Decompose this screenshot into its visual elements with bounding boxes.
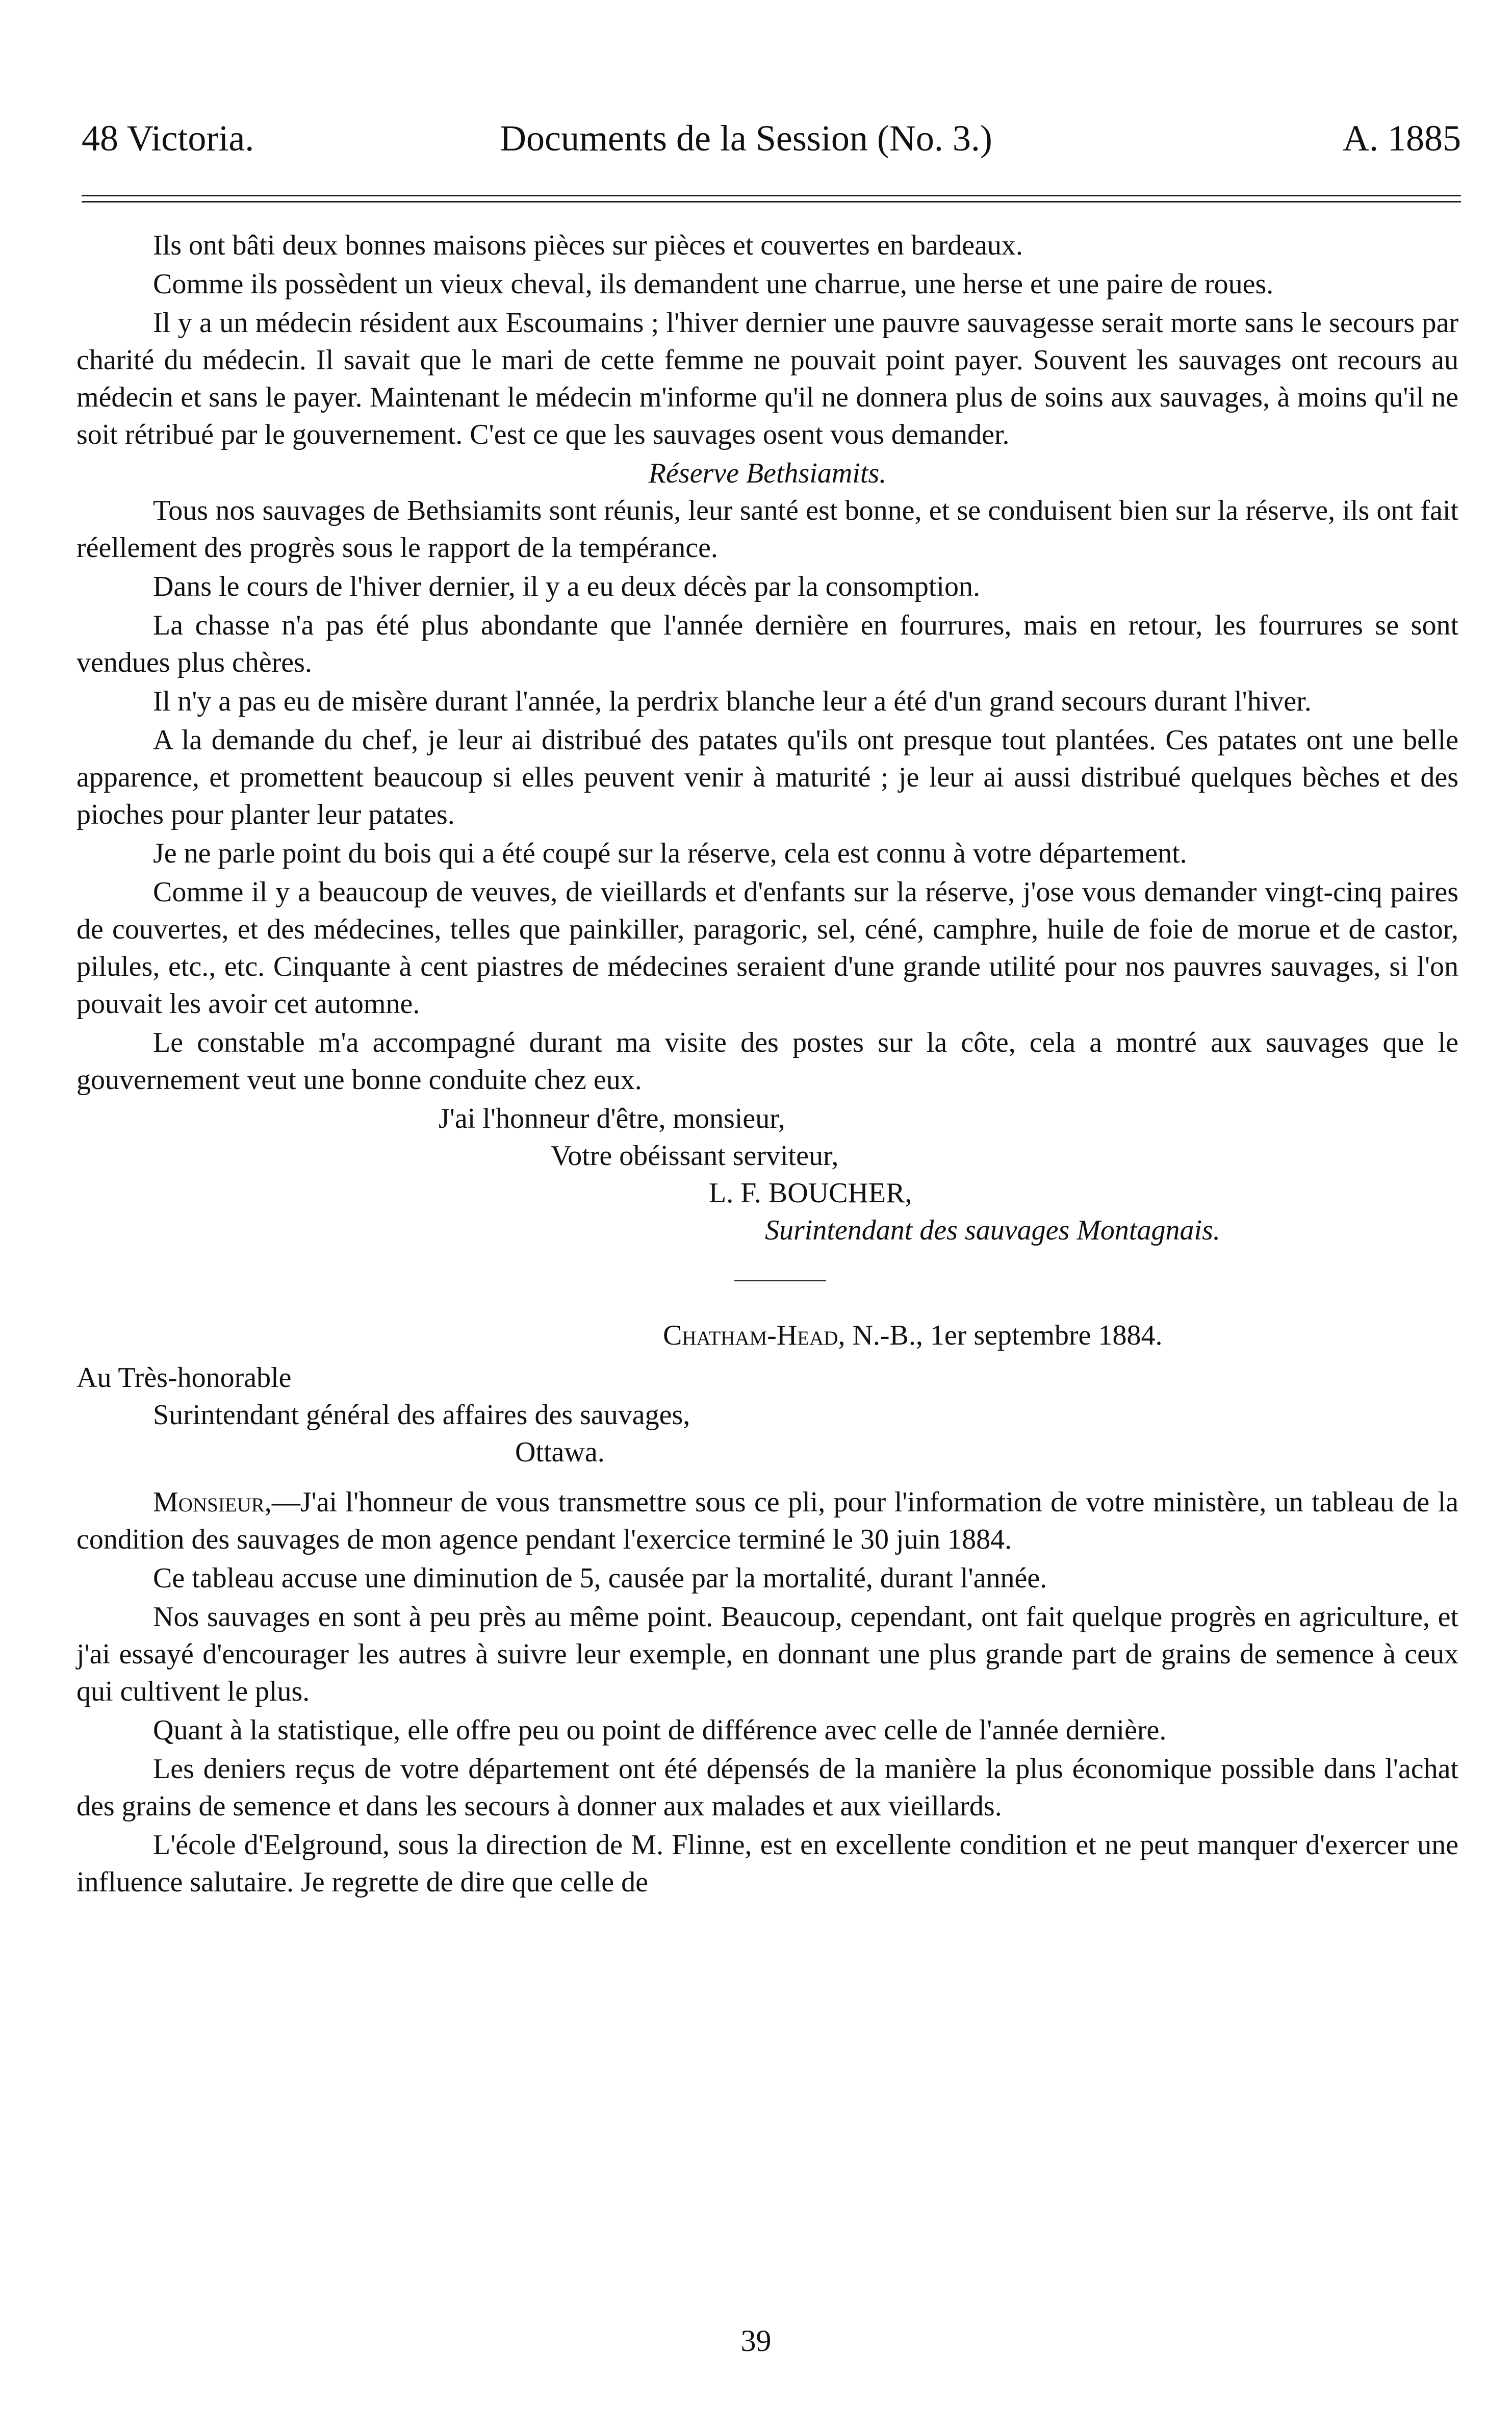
signature: L. F. BOUCHER, <box>709 1177 912 1209</box>
paragraph: Dans le cours de l'hiver dernier, il y a eu deux décès par la consomption. <box>153 571 980 602</box>
letter-separator <box>734 1280 826 1281</box>
document-body <box>76 227 1458 1903</box>
header-left: 48 Victoria. <box>82 118 254 159</box>
address-line: Au Très-honorable <box>76 1362 292 1394</box>
signature-title: Surintendant des sauvages Montagnais. <box>765 1215 1220 1246</box>
spacer <box>76 1471 1458 1484</box>
dateline-rest: , N.-B., 1er septembre 1884. <box>838 1320 1163 1351</box>
dateline <box>663 1317 1458 1354</box>
closing-line: J'ai l'honneur d'être, monsieur, <box>439 1103 785 1134</box>
paragraph: Tous nos sauvages de Bethsiamits sont réunis, leur santé est bonne, et se conduisent bien sur la réserve, ils ont fait réellement des progrès sous le rapport de la tempérance. <box>76 495 1458 564</box>
paragraph: Ce tableau accuse une diminution de 5, causée par la mortalité, durant l'année. <box>153 1562 1047 1594</box>
paragraph: Les deniers reçus de votre département ont été dépensés de la manière la plus économique possible dans l'achat des grains de semence et dans les secours à donner aux malades et aux vieillards. <box>76 1753 1458 1822</box>
closing-line: Votre obéissant serviteur, <box>551 1140 839 1172</box>
paragraph: Comme ils possèdent un vieux cheval, ils demandent une charrue, une herse et une paire de roues. <box>153 268 1274 300</box>
header-rule-top <box>82 195 1461 196</box>
dateline-place: Chatham-Head <box>663 1320 838 1351</box>
address-line: Ottawa. <box>515 1436 605 1468</box>
paragraph: Quant à la statistique, elle offre peu ou point de différence avec celle de l'année dernière. <box>153 1714 1167 1746</box>
header-center: Documents de la Session (No. 3.) <box>500 118 992 159</box>
page-number: 39 <box>740 2324 772 2358</box>
paragraph: A la demande du chef, je leur ai distribué des patates qu'ils ont presque tout plantées. Ces patates ont une belle apparence, et promettent beaucoup si elles peuvent venir à maturité ; je leur ai aussi distribué quelques bèches et des pioches pour planter leur patates. <box>76 724 1458 830</box>
paragraph: Je ne parle point du bois qui a été coupé sur la réserve, cela est connu à votre département. <box>153 838 1187 869</box>
page-header <box>82 117 1461 158</box>
header-right: A. 1885 <box>1343 118 1461 159</box>
paragraph-text: —J'ai l'honneur de vous transmettre sous ce pli, pour l'information de votre ministère, un tableau de la condition des sauvages de mon agence pendant l'exercice terminé le 30 juin 1884. <box>76 1486 1458 1555</box>
address-line: Surintendant général des affaires des sauvages, <box>153 1399 690 1431</box>
header-rule-bottom <box>82 201 1461 203</box>
paragraph: Ils ont bâti deux bonnes maisons pièces sur pièces et couvertes en bardeaux. <box>153 230 1023 261</box>
paragraph: Il n'y a pas eu de misère durant l'année, la perdrix blanche leur a été d'un grand secours durant l'hiver. <box>153 686 1312 717</box>
paragraph <box>76 1484 1458 1558</box>
salutation: Monsieur, <box>153 1486 272 1518</box>
paragraph: L'école d'Eelground, sous la direction de M. Flinne, est en excellente condition et ne peut manquer d'exercer une influence salutaire. Je regrette de dire que celle de <box>76 1829 1458 1898</box>
paragraph: Comme il y a beaucoup de veuves, de vieillards et d'enfants sur la réserve, j'ose vous demander vingt-cinq paires de couvertes, et des médecines, telles que painkiller, paragoric, sel, céné, camphre, huile de foie de morue et de castor, pilules, etc., etc. Cinquante à cent piastres de médecines seraient d'une grande utilité pour nos pauvres sauvages, si l'on pouvait les avoir cet automne. <box>76 876 1458 1020</box>
paragraph: Le constable m'a accompagné durant ma visite des postes sur la côte, cela a montré aux sauvages que le gouvernement veut une bonne conduite chez eux. <box>76 1027 1458 1096</box>
section-heading: Réserve Bethsiamits. <box>648 458 887 489</box>
paragraph: Il y a un médecin résident aux Escoumains ; l'hiver dernier une pauvre sauvagesse serait morte sans le secours par charité du médecin. Il savait que le mari de cette femme ne pouvait point payer. Souvent les sauvages ont recours au médecin et sans le payer. Maintenant le médecin m'informe qu'il ne donnera plus de soins aux sauvages, à moins qu'il ne soit rétribué par le gouvernement. C'est ce que les sauvages osent vous demander. <box>76 307 1458 450</box>
paragraph: La chasse n'a pas été plus abondante que l'année dernière en fourrures, mais en retour, les fourrures se sont vendues plus chères. <box>76 610 1458 678</box>
paragraph: Nos sauvages en sont à peu près au même point. Beaucoup, cependant, ont fait quelque progrès en agriculture, et j'ai essayé d'encourager les autres à suivre leur exemple, en donnant une plus grande part de grains de semence à ceux qui cultivent le plus. <box>76 1601 1458 1707</box>
